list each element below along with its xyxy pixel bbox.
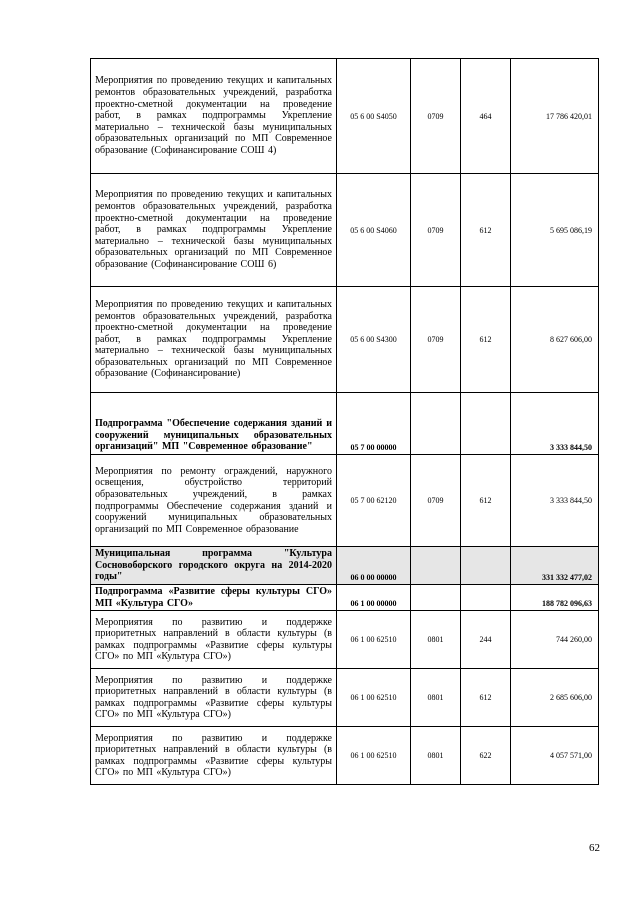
row-code: 05 6 00 S4060 (337, 174, 411, 287)
table-row (91, 455, 599, 547)
row-code: 05 7 00 00000 (337, 393, 411, 455)
subprogram-row (91, 393, 599, 455)
page-number: 62 (589, 842, 600, 854)
row-section: 0709 (411, 455, 461, 547)
row-name: Мероприятия по развитию и поддержке приоритетных направлений в области культуры (в рамках подпрограммы «Развитие сферы культуры СГО» по МП «Культура СГО») (91, 727, 337, 785)
row-name: Подпрограмма «Развитие сферы культуры СГО» МП «Культура СГО» (91, 585, 337, 611)
table-row (91, 174, 599, 287)
row-code: 05 6 00 S4050 (337, 59, 411, 174)
row-name: Мероприятия по проведению текущих и капитальных ремонтов образовательных учреждений, разработка проектно-сметной документации на проведение работ, в рамках подпрограммы Укрепление материально – технической базы муниципальных образовательных организаций по МП Современное образование (Софинансирование) (91, 287, 337, 393)
program-row (91, 547, 599, 585)
row-type: 244 (461, 611, 511, 669)
row-type: 612 (461, 669, 511, 727)
row-section: 0801 (411, 611, 461, 669)
row-name: Мероприятия по проведению текущих и капитальных ремонтов образовательных учреждений, разработка проектно-сметной документации на проведение работ, в рамках подпрограммы Укрепление материально – технической базы муниципальных образовательных организаций по МП Современное образование (Софинансирование СОШ 4) (91, 59, 337, 174)
row-code: 05 6 00 S4300 (337, 287, 411, 393)
table-row (91, 669, 599, 727)
row-type (461, 547, 511, 585)
row-code: 06 1 00 62510 (337, 669, 411, 727)
row-amount: 17 786 420,01 (511, 59, 599, 174)
row-amount: 3 333 844,50 (511, 455, 599, 547)
row-type: 612 (461, 174, 511, 287)
row-code: 06 1 00 62510 (337, 727, 411, 785)
subprogram-row (91, 585, 599, 611)
row-amount: 3 333 844,50 (511, 393, 599, 455)
table-row (91, 59, 599, 174)
row-code: 06 0 00 00000 (337, 547, 411, 585)
row-name: Муниципальная программа "Культура Сосновоборского городского округа на 2014-2020 годы" (91, 547, 337, 585)
row-name: Мероприятия по ремонту ограждений, наружного освещения, обустройство территорий образовательных учреждений, в рамках подпрограммы Обеспечение содержания зданий и сооружений муниципальных образовательных организаций по МП Современное образование (91, 455, 337, 547)
row-section (411, 547, 461, 585)
table-row (91, 727, 599, 785)
row-section: 0709 (411, 59, 461, 174)
row-type: 612 (461, 455, 511, 547)
row-amount: 8 627 606,00 (511, 287, 599, 393)
row-type: 622 (461, 727, 511, 785)
row-type (461, 585, 511, 611)
row-code: 05 7 00 62120 (337, 455, 411, 547)
table-row (91, 611, 599, 669)
table-row (91, 287, 599, 393)
row-section: 0709 (411, 287, 461, 393)
row-section (411, 585, 461, 611)
row-amount: 331 332 477,02 (511, 547, 599, 585)
row-amount: 2 685 606,00 (511, 669, 599, 727)
budget-table (90, 58, 599, 785)
row-type (461, 393, 511, 455)
row-amount: 744 260,00 (511, 611, 599, 669)
row-code: 06 1 00 00000 (337, 585, 411, 611)
row-section: 0801 (411, 669, 461, 727)
row-section: 0801 (411, 727, 461, 785)
row-name: Мероприятия по проведению текущих и капитальных ремонтов образовательных учреждений, разработка проектно-сметной документации на проведение работ, в рамках подпрограммы Укрепление материально – технической базы муниципальных образовательных организаций по МП Современное образование (Софинансирование СОШ 6) (91, 174, 337, 287)
row-type: 612 (461, 287, 511, 393)
row-amount: 5 695 086,19 (511, 174, 599, 287)
row-name: Подпрограмма "Обеспечение содержания зданий и сооружений муниципальных образовательных организаций" МП "Современное образование" (91, 393, 337, 455)
row-code: 06 1 00 62510 (337, 611, 411, 669)
row-amount: 4 057 571,00 (511, 727, 599, 785)
row-name: Мероприятия по развитию и поддержке приоритетных направлений в области культуры (в рамках подпрограммы «Развитие сферы культуры СГО» по МП «Культура СГО») (91, 669, 337, 727)
row-section (411, 393, 461, 455)
row-section: 0709 (411, 174, 461, 287)
row-amount: 188 782 096,63 (511, 585, 599, 611)
row-name: Мероприятия по развитию и поддержке приоритетных направлений в области культуры (в рамках подпрограммы «Развитие сферы культуры СГО» по МП «Культура СГО») (91, 611, 337, 669)
row-type: 464 (461, 59, 511, 174)
